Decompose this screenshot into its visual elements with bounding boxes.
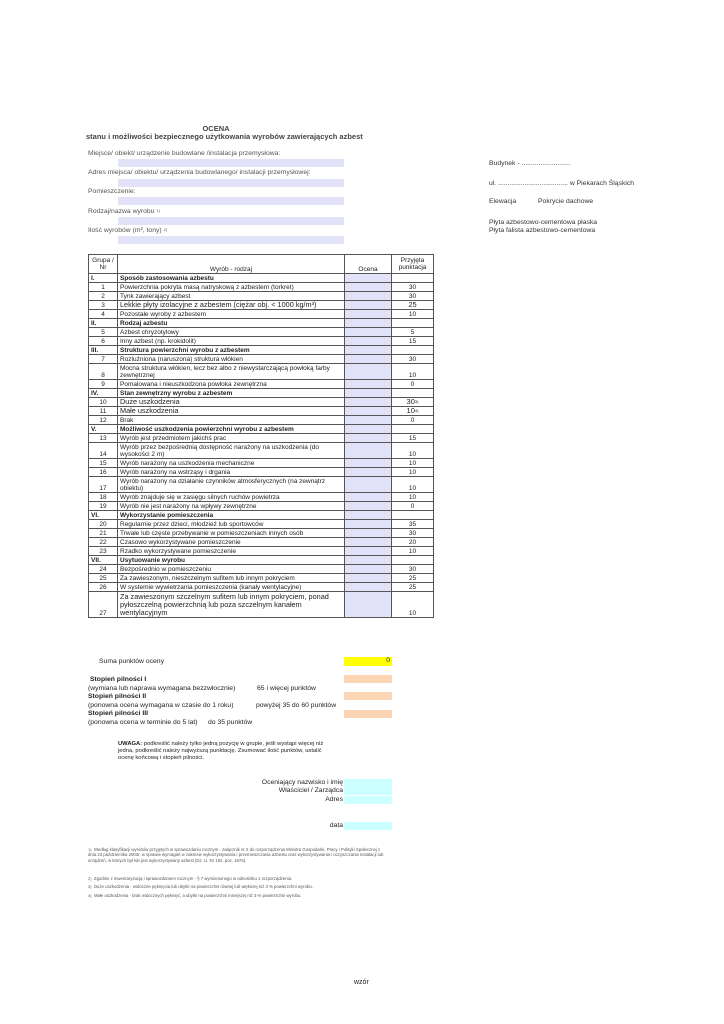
row-product-name: Brak xyxy=(118,416,345,425)
date-label: data xyxy=(329,822,343,829)
row-number: 17 xyxy=(89,477,118,493)
urgency-level-3-points: do 35 punktów xyxy=(208,719,253,726)
row-number: 18 xyxy=(89,493,118,502)
row-rating-input[interactable] xyxy=(345,468,392,477)
row-number: 3 xyxy=(89,301,118,310)
table-row xyxy=(89,459,434,468)
row-points-footnote: 3) xyxy=(414,399,419,404)
row-points-value: 10 xyxy=(408,610,417,617)
row-product-name: Bezpośrednio w pomieszczeniu xyxy=(118,565,345,574)
row-product-name: Tynk zawierający azbest xyxy=(118,292,345,301)
header-product-type: Wyrób - rodzaj xyxy=(118,255,345,274)
row-points-footnote: 4) xyxy=(414,408,419,413)
row-product-name: Inny azbest (np. krokidolit) xyxy=(118,337,345,346)
row-rating-input[interactable] xyxy=(345,556,392,565)
roof-label: Pokrycie dachowe xyxy=(538,198,594,205)
row-rating-input[interactable] xyxy=(345,283,392,292)
row-product-name: Czasowo wykorzystywane pomieszczenie xyxy=(118,538,345,547)
row-rating-input[interactable] xyxy=(345,425,392,434)
row-rating-input[interactable] xyxy=(345,502,392,511)
row-points xyxy=(392,547,434,556)
row-rating-input[interactable] xyxy=(345,389,392,398)
table-row xyxy=(89,574,434,583)
address-input[interactable] xyxy=(118,179,344,187)
row-points-value: 35 xyxy=(408,521,417,528)
field-label-address: Adres miejsca/ obiektu/ urządzenia budowlanego/ instalacji przemysłowej: xyxy=(88,169,311,176)
table-row xyxy=(89,283,434,292)
row-points xyxy=(392,319,434,328)
row-points-value: 10 xyxy=(408,311,417,318)
field-label-room: Pomieszczenie: xyxy=(88,188,136,195)
row-product-name: Wyrób narażony na działanie czynników atmosferycznych (na zewnątrz obiektu) xyxy=(118,477,345,493)
row-rating-input[interactable] xyxy=(345,398,392,407)
row-rating-input[interactable] xyxy=(345,346,392,355)
room-input[interactable] xyxy=(118,197,344,205)
row-points-value: 30 xyxy=(408,356,417,363)
owner-label: Właściciel / Zarządca xyxy=(278,787,343,794)
sum-value: 0 xyxy=(344,657,392,666)
row-number: II. xyxy=(89,319,118,328)
row-product-name: Wyrób przez bezpośrednią dostępność narażony na uszkodzenia (do wysokości 2 m) xyxy=(118,443,345,459)
row-product-name: Sposób zastosowania azbestu xyxy=(118,274,345,283)
row-product-name: Wyrób znajduje się w zasięgu silnych ruchów powietrza xyxy=(118,493,345,502)
field-label-location: Miejsce/ obiekt/ urządzenie budowlane /instalacja przemysłowa: xyxy=(88,150,281,157)
row-points-value: 0 xyxy=(410,503,415,510)
row-product-name: Pozostałe wyroby z azbestem xyxy=(118,310,345,319)
row-product-name: Struktura powierzchni wyrobu z azbestem xyxy=(118,346,345,355)
table-row xyxy=(89,301,434,310)
row-points xyxy=(392,328,434,337)
assessor-label: Oceniający nazwisko i imię xyxy=(261,779,343,786)
header-rating: Ocena xyxy=(345,255,392,274)
row-rating-input[interactable] xyxy=(345,493,392,502)
row-rating-input[interactable] xyxy=(345,511,392,520)
table-row xyxy=(89,337,434,346)
row-points xyxy=(392,337,434,346)
row-rating-input[interactable] xyxy=(345,274,392,283)
row-number: 26 xyxy=(89,583,118,592)
row-rating-input[interactable] xyxy=(345,520,392,529)
owner-address-input[interactable] xyxy=(344,796,392,804)
table-row xyxy=(89,355,434,364)
row-points-value: 25 xyxy=(408,575,417,582)
table-section-row xyxy=(89,425,434,434)
row-rating-input[interactable] xyxy=(345,407,392,416)
row-product-name: Pomalowana i nieuszkodzona powłoka zewnętrzna xyxy=(118,380,345,389)
row-rating-input[interactable] xyxy=(345,380,392,389)
row-product-name: Duże uszkodzenia xyxy=(118,398,345,407)
row-points-value: 30 xyxy=(408,530,417,537)
row-points-value: 10 xyxy=(408,469,417,476)
urgency-level-1-points: 65 i więcej punktów xyxy=(257,685,316,692)
table-row xyxy=(89,529,434,538)
row-number: 25 xyxy=(89,574,118,583)
row-rating-input[interactable] xyxy=(345,434,392,443)
row-rating-input[interactable] xyxy=(345,337,392,346)
row-points xyxy=(392,407,434,416)
header-points: Przyjęta punktacja xyxy=(392,255,434,274)
row-points-value: 10 xyxy=(408,494,417,501)
row-product-name: Wyrób narażony na uszkodzenia mechaniczne xyxy=(118,459,345,468)
field-label-quantity: Ilość wyrobów (m², tony) $^{2)}$ xyxy=(88,227,168,234)
row-product-name: Trwałe lub częste przebywanie w pomieszczeniach innych osób xyxy=(118,529,345,538)
row-number: V. xyxy=(89,425,118,434)
field-label-product-type: Rodzaj/nazwa wyrobu $^{1)}$ xyxy=(88,208,160,215)
row-points xyxy=(392,502,434,511)
row-rating-input[interactable] xyxy=(345,416,392,425)
table-section-row xyxy=(89,319,434,328)
row-points-value: 10 xyxy=(408,451,417,458)
row-points-value: 0 xyxy=(410,381,415,388)
row-number: 4 xyxy=(89,310,118,319)
row-product-name: Wyrób jest przedmiotem jakichś prac xyxy=(118,434,345,443)
row-points xyxy=(392,468,434,477)
table-row xyxy=(89,565,434,574)
row-points xyxy=(392,493,434,502)
note: UWAGA: podkreślić należy tylko jedną pozycję w grupie, jeśli wystąpi więcej niż jedna, podkreślić należy najwyższą punktację. Zsumować ilość punktów, ustalić ocenę końcową i stopień pilności. xyxy=(118,741,324,761)
building-label: Budynek - .......................... xyxy=(489,160,571,167)
row-rating-input[interactable] xyxy=(345,292,392,301)
row-points xyxy=(392,346,434,355)
corrugated-plate-label: Płyta falista azbestowo-cementowa xyxy=(489,227,596,234)
footnote-3: $^{3)}$ Duże uszkodzenia - widoczne pęknięcia lub ubytki na powierzchni równej lub większej niż 3 % powierzchni wyrobu. xyxy=(88,884,313,889)
row-rating-input[interactable] xyxy=(345,355,392,364)
row-points-value: 10 xyxy=(408,372,417,379)
row-points-value: 5 xyxy=(410,329,415,336)
row-points-value: 30 xyxy=(408,284,417,291)
document-subtitle: stanu i możliwości bezpiecznego użytkowania wyrobów zawierających azbest xyxy=(86,132,363,141)
row-number: I. xyxy=(89,274,118,283)
row-rating-input[interactable] xyxy=(345,310,392,319)
row-product-name: Za zawieszonym szczelnym sufitem lub innym pokryciem, ponad pyłoszczelną powierzchnią lub poza szczelnym kanałem wentylacyjnym xyxy=(118,592,345,618)
assessment-table xyxy=(88,254,434,618)
row-product-name: Małe uszkodzenia xyxy=(118,407,345,416)
row-product-name: Regularnie przez dzieci, młodzież lub sportowców xyxy=(118,520,345,529)
row-number: III. xyxy=(89,346,118,355)
row-rating-input[interactable] xyxy=(345,328,392,337)
row-number: IV. xyxy=(89,389,118,398)
row-number: 27 xyxy=(89,592,118,618)
row-points xyxy=(392,592,434,618)
row-points xyxy=(392,556,434,565)
row-number: 21 xyxy=(89,529,118,538)
table-row xyxy=(89,443,434,459)
row-points xyxy=(392,380,434,389)
urgency-level-3-box[interactable] xyxy=(344,710,392,718)
urgency-level-1-box[interactable] xyxy=(344,675,392,683)
urgency-level-2-desc: (ponowna ocena wymagana w czasie do 1 roku) xyxy=(88,702,234,709)
table-row xyxy=(89,468,434,477)
row-points-value: 15 xyxy=(408,435,417,442)
row-product-name: Powierzchnia pokryta masą natryskową z azbestem (torkret) xyxy=(118,283,345,292)
table-row xyxy=(89,364,434,380)
address-label: Adres xyxy=(325,796,343,803)
row-number: 6 xyxy=(89,337,118,346)
row-number: 22 xyxy=(89,538,118,547)
row-points xyxy=(392,283,434,292)
row-points-value: 20 xyxy=(408,539,417,546)
row-points xyxy=(392,477,434,493)
footnote-4: $^{4)}$ Małe uszkodzenia - brak widocznych pęknięć, a ubytki na powierzchni mniejszej niż 3 % powierzchni wyrobu. xyxy=(88,893,302,898)
row-points-value: 0 xyxy=(410,417,415,424)
urgency-level-2-points: powyżej 35 do 60 punktów xyxy=(256,702,337,709)
row-number: 19 xyxy=(89,502,118,511)
row-rating-input[interactable] xyxy=(345,565,392,574)
date-input[interactable] xyxy=(344,822,392,830)
row-number: 10 xyxy=(89,398,118,407)
row-product-name: Usytuowanie wyrobu xyxy=(118,556,345,565)
row-product-name: Stan zewnętrzny wyrobu z azbestem xyxy=(118,389,345,398)
table-row xyxy=(89,520,434,529)
table-section-row xyxy=(89,556,434,565)
row-product-name: Za zawieszonym, nieszczelnym sufitem lub innym pokryciem xyxy=(118,574,345,583)
row-rating-input[interactable] xyxy=(345,538,392,547)
row-product-name: Możliwość uszkodzenia powierzchni wyrobu z azbestem xyxy=(118,425,345,434)
row-points xyxy=(392,529,434,538)
row-number: VI. xyxy=(89,511,118,520)
street-label: ul. ..................................... w Piekarach Śląskich xyxy=(489,180,635,187)
row-product-name: Rzadko wykorzystywane pomieszczenie xyxy=(118,547,345,556)
facade-label: Elewacja xyxy=(489,198,517,205)
row-number: 1 xyxy=(89,283,118,292)
table-section-row xyxy=(89,511,434,520)
row-rating-input[interactable] xyxy=(345,301,392,310)
row-product-name: Rodzaj azbestu xyxy=(118,319,345,328)
footnote-2: $^{2)}$ Zgodnie z inwentaryzacją i sprawozdaniem rocznym - § 7 wymienionego w odnośniku 1 rozporządzenia. xyxy=(88,876,293,881)
table-row xyxy=(89,380,434,389)
row-points-value: 30 xyxy=(408,566,417,573)
table-row xyxy=(89,502,434,511)
row-points-value: 30 xyxy=(408,293,417,300)
row-rating-input[interactable] xyxy=(345,477,392,493)
row-points xyxy=(392,274,434,283)
row-number: 11 xyxy=(89,407,118,416)
row-rating-input[interactable] xyxy=(345,529,392,538)
row-points-value: 10 xyxy=(408,548,417,555)
row-points-value: 25 xyxy=(408,584,417,591)
row-product-name: W systemie wywietrzania pomieszczenia (kanały wentylacyjne) xyxy=(118,583,345,592)
row-product-name: Azbest chryzotylowy xyxy=(118,328,345,337)
flat-plate-label: Płyta azbestowo-cementowa płaska xyxy=(489,219,598,226)
row-number: 9 xyxy=(89,380,118,389)
table-row xyxy=(89,493,434,502)
location-input[interactable] xyxy=(118,159,344,167)
table-row xyxy=(89,310,434,319)
row-rating-input[interactable] xyxy=(345,459,392,468)
urgency-level-2-box[interactable] xyxy=(344,692,392,700)
row-points-value: 10 xyxy=(408,485,417,492)
row-rating-input[interactable] xyxy=(345,443,392,459)
row-points xyxy=(392,565,434,574)
row-points xyxy=(392,520,434,529)
row-number: VII. xyxy=(89,556,118,565)
row-product-name: Mocna struktura włókien, lecz bez albo z niewystarczającą powłoką farby zewnętrznej xyxy=(118,364,345,380)
row-number: 7 xyxy=(89,355,118,364)
assessor-input[interactable] xyxy=(344,779,392,787)
row-points xyxy=(392,364,434,380)
row-points-value: 30 xyxy=(406,397,415,406)
urgency-level-3-desc: (ponowna ocena w terminie do 5 lat) xyxy=(88,719,198,726)
row-points xyxy=(392,459,434,468)
row-product-name: Wyrób narażony na wstrząsy i drgania xyxy=(118,468,345,477)
table-section-row xyxy=(89,274,434,283)
table-row xyxy=(89,583,434,592)
table-row xyxy=(89,477,434,493)
row-points xyxy=(392,574,434,583)
urgency-level-3-title: Stopień pilności III xyxy=(88,710,149,717)
quantity-input[interactable] xyxy=(118,236,344,244)
row-number: 16 xyxy=(89,468,118,477)
row-points xyxy=(392,425,434,434)
row-number: 14 xyxy=(89,443,118,459)
row-product-name: Wyrób nie jest narażony na wpływy zewnętrzne xyxy=(118,502,345,511)
table-row xyxy=(89,547,434,556)
row-points xyxy=(392,538,434,547)
row-points xyxy=(392,301,434,310)
document-title: OCENA xyxy=(202,124,230,133)
row-rating-input[interactable] xyxy=(345,364,392,380)
row-rating-input[interactable] xyxy=(345,319,392,328)
row-points xyxy=(392,434,434,443)
row-number: 24 xyxy=(89,565,118,574)
row-points-value: 10 xyxy=(406,406,415,415)
row-points xyxy=(392,416,434,425)
table-row xyxy=(89,328,434,337)
row-points-value: 15 xyxy=(408,338,417,345)
row-product-name: Lekkie płyty izolacyjne z azbestem (ciężar obj. < 1000 kg/m³) xyxy=(118,301,345,310)
footnote-1: $^{1)}$ Według klasyfikacji wyrobów przyjętych w sprawozdaniu rocznym - załącznik nr 2 do rozporządzenia Ministra Gospodarki, Pracy i Polityki Społecznej z dnia 23 października 2003r. w sprawie wymagań w zakresie wykorzystywania i przemieszczania azbestu oraz wykorzystywania i oczyszczania instalacji lub urządzeń, w których był lub jest wykorzystywany azbest (Dz. U. Nr 192, poz. 1876). xyxy=(88,847,384,863)
row-points xyxy=(392,310,434,319)
row-points xyxy=(392,355,434,364)
row-points xyxy=(392,443,434,459)
table-section-row xyxy=(89,346,434,355)
table-row xyxy=(89,407,434,416)
row-rating-input[interactable] xyxy=(345,592,392,618)
row-number: 13 xyxy=(89,434,118,443)
table-row xyxy=(89,592,434,618)
row-number: 23 xyxy=(89,547,118,556)
table-row xyxy=(89,416,434,425)
urgency-level-1-title: Stopień pilności I xyxy=(90,676,147,683)
row-points-value: 25 xyxy=(408,300,417,309)
table-row xyxy=(89,538,434,547)
template-mark: wzór xyxy=(354,979,369,986)
row-product-name: Wykorzystanie pomieszczenia xyxy=(118,511,345,520)
row-number: 2 xyxy=(89,292,118,301)
sum-label: Suma punktów oceny xyxy=(99,658,164,665)
row-rating-input[interactable] xyxy=(345,583,392,592)
owner-input[interactable] xyxy=(344,787,392,795)
urgency-level-2-title: Stopień pilności II xyxy=(88,693,147,700)
urgency-level-1-desc: (wymiana lub naprawa wymagana bezzwłocznie) xyxy=(88,685,236,692)
row-number: 8 xyxy=(89,364,118,380)
row-points xyxy=(392,511,434,520)
row-points xyxy=(392,583,434,592)
table-row xyxy=(89,434,434,443)
product-type-input[interactable] xyxy=(118,217,344,225)
row-rating-input[interactable] xyxy=(345,574,392,583)
row-rating-input[interactable] xyxy=(345,547,392,556)
header-group-nr: Grupa / Nr xyxy=(89,255,118,274)
row-number: 20 xyxy=(89,520,118,529)
row-number: 15 xyxy=(89,459,118,468)
row-product-name: Rozluźniona (naruszona) struktura włókien xyxy=(118,355,345,364)
row-number: 12 xyxy=(89,416,118,425)
row-number: 5 xyxy=(89,328,118,337)
row-points-value: 10 xyxy=(408,460,417,467)
